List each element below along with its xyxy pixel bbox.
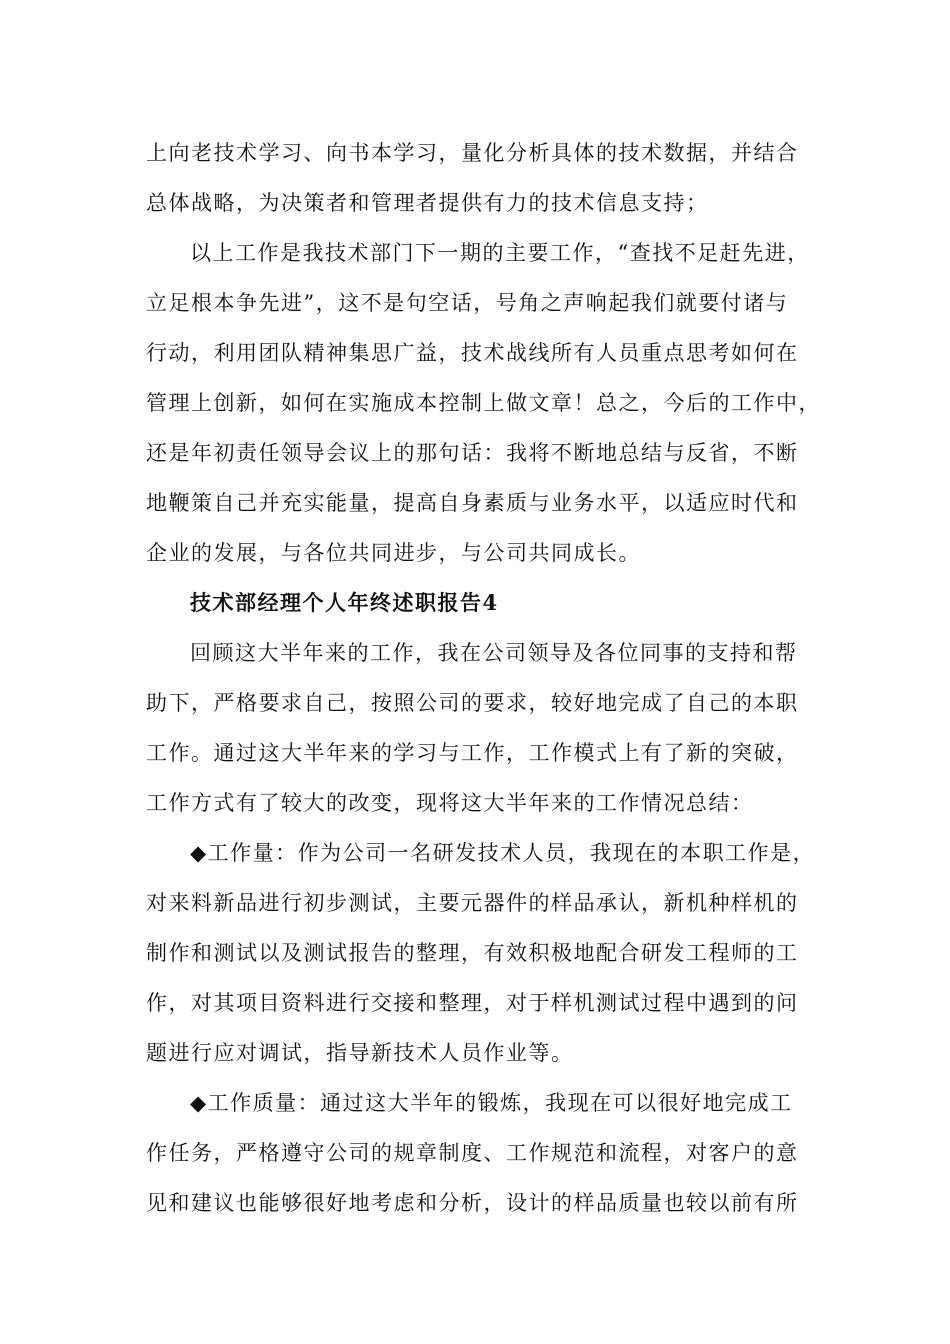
paragraph-line: 作，对其项目资料进行交接和整理，对于样机测试过程中遇到的问 [146,991,799,1015]
paragraph-line: 总体战略，为决策者和管理者提供有力的技术信息支持； [146,191,709,215]
paragraph-line: 制作和测试以及测试报告的整理，有效积极地配合研发工程师的工 [146,941,799,965]
paragraph-line: 作任务，严格遵守公司的规章制度、工作规范和流程，对客户的意 [146,1141,799,1165]
paragraph-line: 见和建议也能够很好地考虑和分析，设计的样品质量也较以前有所 [146,1191,799,1215]
paragraph-line: 企业的发展，与各位共同进步，与公司共同成长。 [146,541,641,565]
bullet-paragraph-line: ◆工作质量：通过这大半年的锻炼，我现在可以很好地完成工 [190,1091,793,1115]
paragraph-line: 管理上创新，如何在实施成本控制上做文章！总之，今后的工作中， [146,391,821,415]
paragraph-line: 对来料新品进行初步测试，主要元器件的样品承认，新机种样机的 [146,891,799,915]
paragraph-line: 上向老技术学习、向书本学习，量化分析具体的技术数据，并结合 [146,141,799,165]
bullet-paragraph-line: ◆工作量：作为公司一名研发技术人员，我现在的本职工作是， [190,841,816,865]
paragraph-line: 工作。通过这大半年来的学习与工作，工作模式上有了新的突破， [146,741,799,765]
paragraph-line: 以上工作是我技术部门下一期的主要工作，“查找不足赶先进， [190,241,810,265]
paragraph-line: 助下，严格要求自己，按照公司的要求，较好地完成了自己的本职 [146,691,799,715]
paragraph-line: 题进行应对调试，指导新技术人员作业等。 [146,1041,574,1065]
paragraph-line: 行动，利用团队精神集思广益，技术战线所有人员重点思考如何在 [146,341,799,365]
section-heading: 技术部经理个人年终述职报告4 [190,590,499,615]
paragraph-line: 还是年初责任领导会议上的那句话：我将不断地总结与反省，不断 [146,441,799,465]
paragraph-line: 工作方式有了较大的改变，现将这大半年来的工作情况总结： [146,791,754,815]
paragraph-line: 立足根本争先进”，这不是句空话，号角之声响起我们就要付诸与 [146,291,789,315]
paragraph-line: 地鞭策自己并充实能量，提高自身素质与业务水平，以适应时代和 [146,491,799,515]
paragraph-line: 回顾这大半年来的工作，我在公司领导及各位同事的支持和帮 [190,641,798,665]
document-body [146,128,821,1228]
